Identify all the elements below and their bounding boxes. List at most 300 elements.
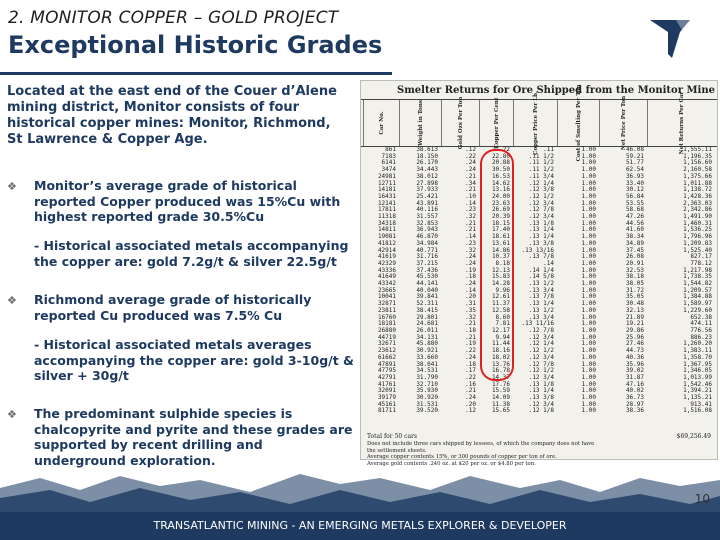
table-cell: 13.61 [491, 239, 510, 247]
table-cell: .24 [465, 159, 476, 167]
table-cell: .12 3/4 [528, 199, 554, 207]
table-cell: 6141 [381, 159, 396, 167]
table-cell: .32 [465, 213, 476, 221]
table-cell: 1.00 [581, 313, 596, 321]
table-cell: .34 [465, 179, 476, 187]
table-cell: 1.00 [581, 293, 596, 301]
table-cell: 16760 [377, 313, 396, 321]
table-cell: 1.00 [581, 340, 596, 348]
table-cell: 7183 [381, 152, 396, 160]
table-cell: 14.37 [491, 373, 510, 381]
table-cell: .13 11/16 [521, 320, 554, 328]
table-cell: .10 [465, 192, 476, 200]
table-cell: 41649 [377, 273, 396, 281]
table-cell: 1,383.11 [683, 347, 712, 355]
table-cell: 44719 [377, 333, 396, 341]
table-cell: 37.436 [416, 266, 438, 274]
table-cell: 1,525.40 [683, 246, 712, 254]
table-cell: 1.00 [581, 233, 596, 241]
table-cell: 1.00 [581, 226, 596, 234]
table-note: the settlement sheets. [367, 447, 427, 454]
table-cell: 34.984 [416, 239, 438, 247]
table-cell: 38.36 [625, 407, 644, 415]
table-cell: 34.89 [625, 239, 644, 247]
table-cell: .13 13/16 [521, 246, 554, 254]
table-cell: 1.00 [581, 387, 596, 395]
table-cell: 38.05 [625, 280, 644, 288]
table-cell: .12 3/4 [528, 400, 554, 408]
table-cell: 2,160.58 [683, 166, 712, 174]
table-cell: 11.44 [491, 340, 510, 348]
table-cell: 32671 [377, 340, 396, 348]
table-cell: .21 [465, 387, 476, 395]
table-cell: .14 [465, 286, 476, 294]
table-cell: 1,796.96 [683, 233, 712, 241]
table-cell: 32.53 [625, 266, 644, 274]
table-cell: 27.46 [625, 340, 644, 348]
table-cell: 44.141 [416, 280, 438, 288]
table-cell: 37.933 [416, 186, 438, 194]
table-cell: 1.00 [581, 300, 596, 308]
table-cell: .21 [465, 219, 476, 227]
title-underline [0, 72, 392, 75]
table-cell: 827.17 [690, 253, 712, 261]
table-cell: 46.08 [625, 146, 644, 153]
table-cell: 35.05 [625, 293, 644, 301]
table-cell: 1.00 [581, 333, 596, 341]
table-cell: .12 3/4 [528, 213, 554, 221]
table-cell: .12 7/8 [528, 206, 554, 214]
table-cell: 58.68 [625, 206, 644, 214]
table-cell: 15.59 [491, 387, 510, 395]
table-cell: .12 7/8 [528, 326, 554, 334]
table-cell: 12.58 [491, 306, 510, 314]
footer-tagline: TRANSATLANTIC MINING - AN EMERGING METALS EXPLORER & DEVELOPER [153, 519, 567, 532]
table-cell: 51.77 [625, 159, 644, 167]
total-label: Total for 50 cars [367, 433, 417, 440]
table-cell: 18.02 [491, 353, 510, 361]
table-cell: 31.72 [625, 286, 644, 294]
table-cell: 18.16 [491, 347, 510, 355]
table-cell: .13 3/4 [528, 286, 554, 294]
table-cell: 32871 [377, 300, 396, 308]
table-cell: .14 [543, 259, 554, 267]
table-body [361, 147, 717, 429]
table-cell: .19 [465, 266, 476, 274]
table-cell: 38.18 [625, 273, 644, 281]
table-cell: 19.21 [625, 320, 644, 328]
table-cell: 26.08 [625, 253, 644, 261]
table-note: Does not include three cars shipped by lessees, of which the company does not have [367, 441, 595, 447]
table-cell: .11 1/2 [528, 152, 554, 160]
table-cell: .14 5/8 [528, 273, 554, 281]
page-number: 10 [694, 492, 710, 506]
table-cell: 7.81 [495, 320, 510, 328]
table-cell: .13 1/2 [528, 306, 554, 314]
table-cell: 38.613 [416, 146, 438, 153]
table-cell: .18 [465, 360, 476, 368]
table-cell: .32 [465, 313, 476, 321]
table-cell: 1.00 [581, 172, 596, 180]
table-cell: 31.87 [625, 373, 644, 381]
table-cell: .19 [465, 340, 476, 348]
table-header-label: Gold Ozs Per Ton [458, 96, 464, 150]
table-cell: .12 1/2 [528, 347, 554, 355]
table-cell: 1.00 [581, 246, 596, 254]
table-cell: 40.771 [416, 246, 438, 254]
table-cell: 1.00 [581, 280, 596, 288]
table-cell: 53.55 [625, 199, 644, 207]
table-cell: 32091 [377, 387, 396, 395]
table-column [557, 147, 596, 415]
table-header-cell [479, 97, 514, 149]
table-cell: 652.38 [690, 313, 712, 321]
table-header-cell [399, 100, 442, 146]
table-cell: 1,536.25 [683, 226, 712, 234]
table-cell: 11318 [377, 213, 396, 221]
table-cell: 26.69 [491, 206, 510, 214]
table-cell: 59.21 [625, 152, 644, 160]
table-cell: 11.37 [491, 300, 510, 308]
table-cell: 1.00 [581, 199, 596, 207]
table-cell: .20 [465, 293, 476, 301]
table-header-cell [363, 100, 400, 146]
table-cell: 15.83 [491, 273, 510, 281]
table-cell: .12 [465, 146, 476, 153]
table-cell: 1.00 [581, 394, 596, 402]
table-cell: 1,367.95 [683, 360, 712, 368]
table-cell: 1,555.11 [683, 146, 712, 153]
table-cell: .12 [465, 407, 476, 415]
table-cell: 12.13 [491, 266, 510, 274]
table-cell: 43336 [377, 266, 396, 274]
slide-header [0, 0, 720, 76]
table-cell: 20.88 [491, 159, 510, 167]
table-cell: 40.116 [416, 206, 438, 214]
table-column [441, 147, 476, 415]
table-cell: 17.76 [491, 380, 510, 388]
table-cell: .13 3/4 [528, 313, 554, 321]
table-cell: 23612 [377, 347, 396, 355]
table-cell: .14 [465, 233, 476, 241]
table-cell: 19081 [377, 233, 396, 241]
table-cell: 33.40 [625, 179, 644, 187]
table-cell: .13 3/8 [528, 239, 554, 247]
table-cell: 20.39 [491, 213, 510, 221]
table-cell: 42329 [377, 259, 396, 267]
table-cell: 1,013.99 [683, 373, 712, 381]
table-cell: 1.00 [581, 273, 596, 281]
bullet-text: Monitor’s average grade of historical reported Copper produced was 15%Cu with highest reported grade 30.5%Cu [34, 178, 341, 224]
table-cell: 39.841 [416, 293, 438, 301]
table-cell: 14.62 [491, 179, 510, 187]
table-cell: 45.530 [416, 273, 438, 281]
bullet-text: The predominant sulphide species is chalcopyrite and pyrite and these grades are supported by recent drilling and underground exploration. [34, 406, 353, 468]
table-cell: 1.00 [581, 326, 596, 334]
table-cell: 2,363.03 [683, 199, 712, 207]
table-cell: .13 1/8 [528, 219, 554, 227]
table-cell: 1.00 [581, 367, 596, 375]
table-cell: 17.40 [491, 226, 510, 234]
table-cell: 1,589.97 [683, 300, 712, 308]
table-title: Smelter Returns for Ore Shipped from the Monitor Mine [397, 85, 715, 96]
table-cell: 24981 [377, 172, 396, 180]
table-cell: .35 [465, 306, 476, 314]
table-cell: 1.00 [581, 306, 596, 314]
table-cell: 8.18 [495, 259, 510, 267]
table-cell: 14181 [377, 186, 396, 194]
table-cell: 31.716 [416, 253, 438, 261]
table-cell: 1,011.88 [683, 179, 712, 187]
table-cell: 34.531 [416, 367, 438, 375]
table-cell: 41619 [377, 253, 396, 261]
table-cell: .12 1/4 [528, 340, 554, 348]
table-cell: 18181 [377, 320, 396, 328]
table-cell: 1,209.57 [683, 286, 712, 294]
table-cell: .21 [465, 226, 476, 234]
table-cell: .13 7/8 [528, 293, 554, 301]
table-cell: 2,342.86 [683, 206, 712, 214]
table-cell: .24 [465, 353, 476, 361]
table-cell: .16 [465, 380, 476, 388]
table-cell: 56.84 [625, 192, 644, 200]
table-cell: .21 [465, 172, 476, 180]
table-cell: 33.660 [416, 353, 438, 361]
table-header-label: Copper Per Cent [494, 97, 500, 149]
table-cell: 26.011 [416, 326, 438, 334]
table-cell: 40.040 [416, 286, 438, 294]
table-cell: 21.89 [625, 313, 644, 321]
table-cell: 30.48 [625, 300, 644, 308]
table-cell: 861 [385, 146, 396, 153]
table-cell: .24 [465, 280, 476, 288]
table-cell: 29.86 [625, 326, 644, 334]
table-cell: .13 1/2 [528, 280, 554, 288]
table-cell: 25.421 [416, 192, 438, 200]
table-cell: 1.00 [581, 266, 596, 274]
table-cell: 18.15 [491, 219, 510, 227]
table-cell: 62.54 [625, 166, 644, 174]
table-cell: 37.45 [625, 246, 644, 254]
table-cell: 1,516.08 [683, 407, 712, 415]
table-cell: .13 1/8 [528, 380, 554, 388]
table-cell: 1,384.88 [683, 293, 712, 301]
table-cell: 30.921 [416, 347, 438, 355]
table-cell: 23811 [377, 306, 396, 314]
table-cell: 18.150 [416, 152, 438, 160]
table-cell: .23 [465, 206, 476, 214]
table-cell: .12 3/4 [528, 333, 554, 341]
table-cell: 10041 [377, 293, 396, 301]
table-cell: 13.16 [491, 186, 510, 194]
table-cell: 31.557 [416, 213, 438, 221]
table-cell: 1.00 [581, 179, 596, 187]
table-cell: 34.131 [416, 333, 438, 341]
table-cell: .21 [465, 320, 476, 328]
table-notes [367, 441, 711, 467]
table-cell: 26880 [377, 326, 396, 334]
table-cell: 20.91 [625, 259, 644, 267]
table-cell: .17 [465, 367, 476, 375]
bullet-text: Richmond average grade of historically reported Cu produced was 7.5% Cu [34, 292, 312, 323]
table-cell: 38.012 [416, 172, 438, 180]
table-note: Average copper contents 15%, or 300 pounds of copper per ton of ore. [367, 454, 557, 460]
table-cell: 12141 [377, 199, 396, 207]
table-cell: 886.23 [690, 333, 712, 341]
table-cell: 41812 [377, 239, 396, 247]
table-cell: 15.65 [491, 407, 510, 415]
table-cell: 27.22 [491, 146, 510, 153]
table-cell: 26.170 [416, 159, 438, 167]
table-cell: .20 [465, 400, 476, 408]
table-header-label: Cost of Smelting Per Ton [576, 84, 582, 162]
table-cell: .24 [465, 394, 476, 402]
diamond-bullet-icon: ❖ [7, 294, 17, 307]
table-cell: 34318 [377, 219, 396, 227]
table-cell: 40.36 [625, 353, 644, 361]
table-cell: 11.38 [491, 400, 510, 408]
table-cell: 36.943 [416, 226, 438, 234]
table-header-label: Net Returns Per Car [679, 91, 685, 155]
sub-richmond-metals: - Historical associated metals averages accompanying the copper are: gold 3-10g/t & silver + 30g/t [34, 337, 354, 383]
table-cell: 14.86 [491, 246, 510, 254]
table-cell: 24.681 [416, 320, 438, 328]
table-header-label: Copper Price Per Lb. [533, 91, 539, 155]
table-cell: 38.041 [416, 360, 438, 368]
table-cell: 14.28 [491, 280, 510, 288]
table-cell: .22 [465, 373, 476, 381]
table-cell: .12 1/2 [528, 367, 554, 375]
table-cell: 41761 [377, 380, 396, 388]
table-cell: 13.76 [491, 360, 510, 368]
table-cell: 28.97 [625, 400, 644, 408]
table-cell: 42914 [377, 246, 396, 254]
company-logo-icon [646, 14, 694, 62]
table-cell: 1,358.70 [683, 353, 712, 361]
table-cell: 45161 [377, 400, 396, 408]
sub-monitor-metals: - Historical associated metals accompanying the copper are: gold 7.2g/t & silver 22.5g/t [34, 238, 349, 269]
table-cell: 1.00 [581, 219, 596, 227]
table-cell: 40.02 [625, 387, 644, 395]
table-cell: 1.00 [581, 286, 596, 294]
table-cell: .32 [465, 246, 476, 254]
table-cell: 37.215 [416, 259, 438, 267]
table-cell: 30.12 [625, 186, 644, 194]
table-cell: 1.00 [581, 213, 596, 221]
table-cell: .11 [543, 146, 554, 153]
table-cell: 1.00 [581, 373, 596, 381]
table-cell: 778.12 [690, 259, 712, 267]
table-cell: 31.790 [416, 373, 438, 381]
table-cell: 1,394.21 [683, 387, 712, 395]
table-cell: 23.63 [491, 199, 510, 207]
table-cell: 1,346.05 [683, 367, 712, 375]
table-cell: .21 [465, 333, 476, 341]
table-cell: 29.801 [416, 313, 438, 321]
table-cell: 36.93 [625, 172, 644, 180]
table-note: Average gold contents .240 oz. at $20 per oz. or $4.80 per ton. [367, 460, 536, 467]
table-cell: 18.61 [491, 233, 510, 241]
table-cell: 14.09 [491, 394, 510, 402]
table-header-label: Weight in Tons [418, 100, 424, 146]
table-cell: 10.37 [491, 253, 510, 261]
table-cell: .11 1/2 [528, 159, 554, 167]
table-cell: 52.311 [416, 300, 438, 308]
diamond-bullet-icon: ❖ [7, 180, 17, 193]
table-cell: 1,491.90 [683, 213, 712, 221]
table-cell: 42791 [377, 373, 396, 381]
table-cell: 25.96 [625, 333, 644, 341]
table-cell: 474.11 [690, 320, 712, 328]
table-cell: 46.870 [416, 233, 438, 241]
table-cell: 1,544.82 [683, 280, 712, 288]
copper-column-highlight [480, 146, 514, 381]
table-cell: 31.531 [416, 400, 438, 408]
project-supertitle: 2. MONITOR COPPER – GOLD PROJECT [8, 8, 339, 28]
table-cell: 1.00 [581, 192, 596, 200]
table-cell: 32.853 [416, 219, 438, 227]
table-cell: .22 [465, 152, 476, 160]
table-cell: 47.26 [625, 213, 644, 221]
table-cell: .12 1/2 [528, 192, 554, 200]
table-cell: .13 1/4 [528, 233, 554, 241]
table-column [647, 147, 712, 415]
table-cell: .18 [465, 326, 476, 334]
table-cell: 39.520 [416, 407, 438, 415]
table-cell: 1.00 [581, 259, 596, 267]
table-cell: 776.56 [690, 326, 712, 334]
table-cell: 1,209.83 [683, 239, 712, 247]
table-cell: .23 [465, 239, 476, 247]
table-cell: 1,375.66 [683, 172, 712, 180]
table-cell: 1,260.20 [683, 340, 712, 348]
table-cell: 36.73 [625, 394, 644, 402]
table-cell: 8.60 [495, 313, 510, 321]
table-cell: 81711 [377, 407, 396, 415]
table-cell: 30.50 [491, 166, 510, 174]
table-cell: 1,229.60 [683, 306, 712, 314]
table-column [513, 147, 554, 415]
table-cell: 1,428.36 [683, 192, 712, 200]
table-cell: .12 3/4 [528, 353, 554, 361]
table-cell: 1,156.60 [683, 159, 712, 167]
table-cell: 1,542.46 [683, 380, 712, 388]
table-cell: .13 3/8 [528, 394, 554, 402]
table-cell: 39.02 [625, 367, 644, 375]
table-cell: 1.00 [581, 166, 596, 174]
table-cell: .11 3/4 [528, 172, 554, 180]
diamond-bullet-icon: ❖ [7, 408, 17, 421]
table-cell: .12 1/4 [528, 179, 554, 187]
table-cell: .12 3/8 [528, 186, 554, 194]
table-cell: 9.94 [495, 333, 510, 341]
table-cell: 1,196.35 [683, 152, 712, 160]
total-value: $69,256.49 [676, 433, 711, 440]
smelter-returns-table-image [360, 80, 718, 467]
table-cell: .14 1/4 [528, 266, 554, 274]
table-cell: 22.80 [491, 152, 510, 160]
table-cell: .13 7/8 [528, 253, 554, 261]
table-cell: 35.96 [625, 360, 644, 368]
table-cell: .11 1/2 [528, 166, 554, 174]
table-cell: .13 1/4 [528, 300, 554, 308]
table-cell: 47.16 [625, 380, 644, 388]
table-cell: 1.00 [581, 353, 596, 361]
table-cell: 913.41 [690, 400, 712, 408]
table-column [599, 147, 644, 415]
table-cell: 30.920 [416, 394, 438, 402]
table-header-label: Net Price Per Ton [621, 95, 627, 151]
